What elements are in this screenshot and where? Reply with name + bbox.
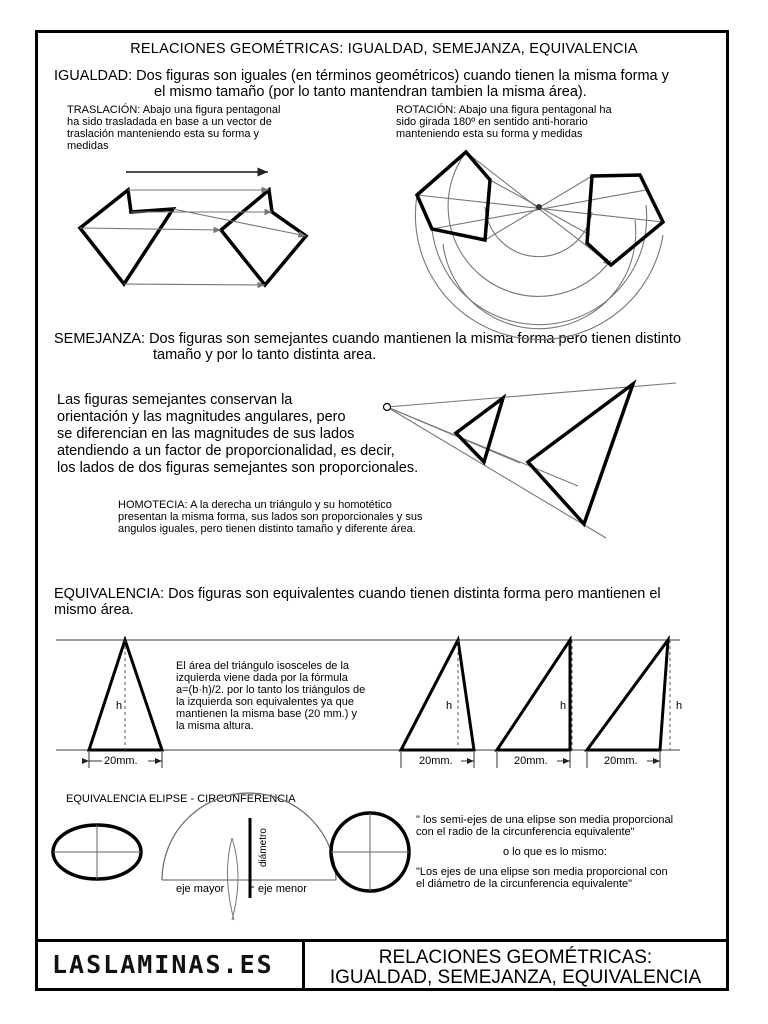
ellipse-circle-diagram <box>53 793 409 920</box>
height-label-3: h <box>560 700 567 712</box>
rotation-center <box>536 204 542 210</box>
triangle-text-6: la misma altura. <box>176 720 254 732</box>
height-label-1: h <box>116 700 123 712</box>
igualdad-line-2: el mismo tamaño (por lo tanto mantendran tambien la misma área). <box>154 84 587 100</box>
semejanza-body-3: se diferencian en las magnitudes de sus lados <box>57 426 355 442</box>
triangle-text-4: la izquierda son equivalentes ya que <box>176 696 354 708</box>
pentagon-original <box>80 190 173 284</box>
quote2-line-1: "Los ejes de una elipse son media proporcional con <box>416 866 668 878</box>
rotacion-text-2: sido girada 180º en sentido anti-horario <box>396 116 588 128</box>
semejanza-line-2: tamaño y por lo tanto distinta area. <box>153 347 377 363</box>
equivalence-triangles <box>56 640 683 768</box>
traslacion-text-3: traslación manteniendo esta su forma y <box>67 128 259 140</box>
traslacion-text-2: ha sido trasladada en base a un vector de <box>67 116 272 128</box>
height-label-2: h <box>446 700 453 712</box>
homotecia-text-2: presentan la misma forma, sus lados son proporcionales y sus <box>118 511 423 523</box>
page-title: RELACIONES GEOMÉTRICAS: IGUALDAD, SEMEJANZA, EQUIVALENCIA <box>130 41 638 57</box>
quote1-line-2: con el radio de la circunferencia equivalente" <box>416 826 635 838</box>
diametro-label: diámetro <box>258 828 269 867</box>
triangle-text-5: mantienen la misma base (20 mm.) y <box>176 708 357 720</box>
base-label-2: 20mm. <box>419 755 453 767</box>
equivalencia-line-1: EQUIVALENCIA: Dos figuras son equivalentes cuando tienen distinta forma pero mantienen el <box>54 586 661 602</box>
base-label-1: 20mm. <box>104 755 138 767</box>
triangle-text-3: a=(b·h)/2. por lo tanto los triángulos de <box>176 684 366 696</box>
semejanza-body-2: orientación y las magnitudes angulares, pero <box>57 409 346 425</box>
rotacion-text-1: ROTACIÓN: Abajo una figura pentagonal ha <box>396 104 612 116</box>
traslacion-text-1: TRASLACIÓN: Abajo una figura pentagonal <box>67 104 281 116</box>
triangle-2 <box>401 640 474 750</box>
homotecia-text-1: HOMOTECIA: A la derecha un triángulo y su homotético <box>118 499 392 511</box>
site-logo[interactable]: LASLAMINAS.ES <box>52 950 274 979</box>
homotecia-diagram <box>384 383 677 538</box>
eje-menor-label: eje menor <box>258 883 307 895</box>
triangle-3 <box>497 640 570 750</box>
homothety-center <box>384 404 391 411</box>
footer-title-line-2: IGUALDAD, SEMEJANZA, EQUIVALENCIA <box>329 967 702 988</box>
semejanza-line-1: SEMEJANZA: Dos figuras son semejantes cuando mantienen la misma forma pero tienen distinto <box>54 331 682 347</box>
base-label-4: 20mm. <box>604 755 638 767</box>
large-triangle <box>528 384 633 524</box>
eje-mayor-label: eje mayor <box>176 883 225 895</box>
base-label-3: 20mm. <box>514 755 548 767</box>
equivalencia-line-2: mismo área. <box>54 602 134 618</box>
quote1-line-1: " los semi-ejes de una elipse son media proporcional <box>416 814 674 826</box>
pentagon-after-rotation <box>587 175 663 265</box>
or-text: o lo que es lo mismo: <box>503 846 607 858</box>
rotacion-text-3: manteniendo esta su forma y medidas <box>396 128 583 140</box>
semejanza-body-4: atendiendo a un factor de proporcionalidad, es decir, <box>57 443 395 459</box>
igualdad-line-1: IGUALDAD: Dos figuras son iguales (en términos geométricos) cuando tienen la misma forma y <box>54 68 669 84</box>
triangle-text-1: El área del triángulo isosceles de la <box>176 660 350 672</box>
elipse-section-title: EQUIVALENCIA ELIPSE - CIRCUNFERENCIA <box>66 793 296 805</box>
traslacion-diagram <box>80 172 306 285</box>
rotacion-diagram <box>415 152 663 340</box>
footer-title-line-1: RELACIONES GEOMÉTRICAS: <box>378 947 653 968</box>
triangle-text-2: izquierda viene dada por la fórmula <box>176 672 348 684</box>
pentagon-translated <box>221 190 306 285</box>
quote2-line-2: el diámetro de la circunferencia equivalente" <box>416 878 633 890</box>
traslacion-text-4: medidas <box>67 140 109 152</box>
height-label-4: h <box>676 700 683 712</box>
semejanza-body-5: los lados de dos figuras semejantes son proporcionales. <box>57 460 419 476</box>
triangle-4 <box>587 640 668 750</box>
semejanza-body-1: Las figuras semejantes conservan la <box>57 392 293 408</box>
homotecia-text-3: angulos iguales, pero tienen distinto tamaño y diferente área. <box>118 523 416 535</box>
